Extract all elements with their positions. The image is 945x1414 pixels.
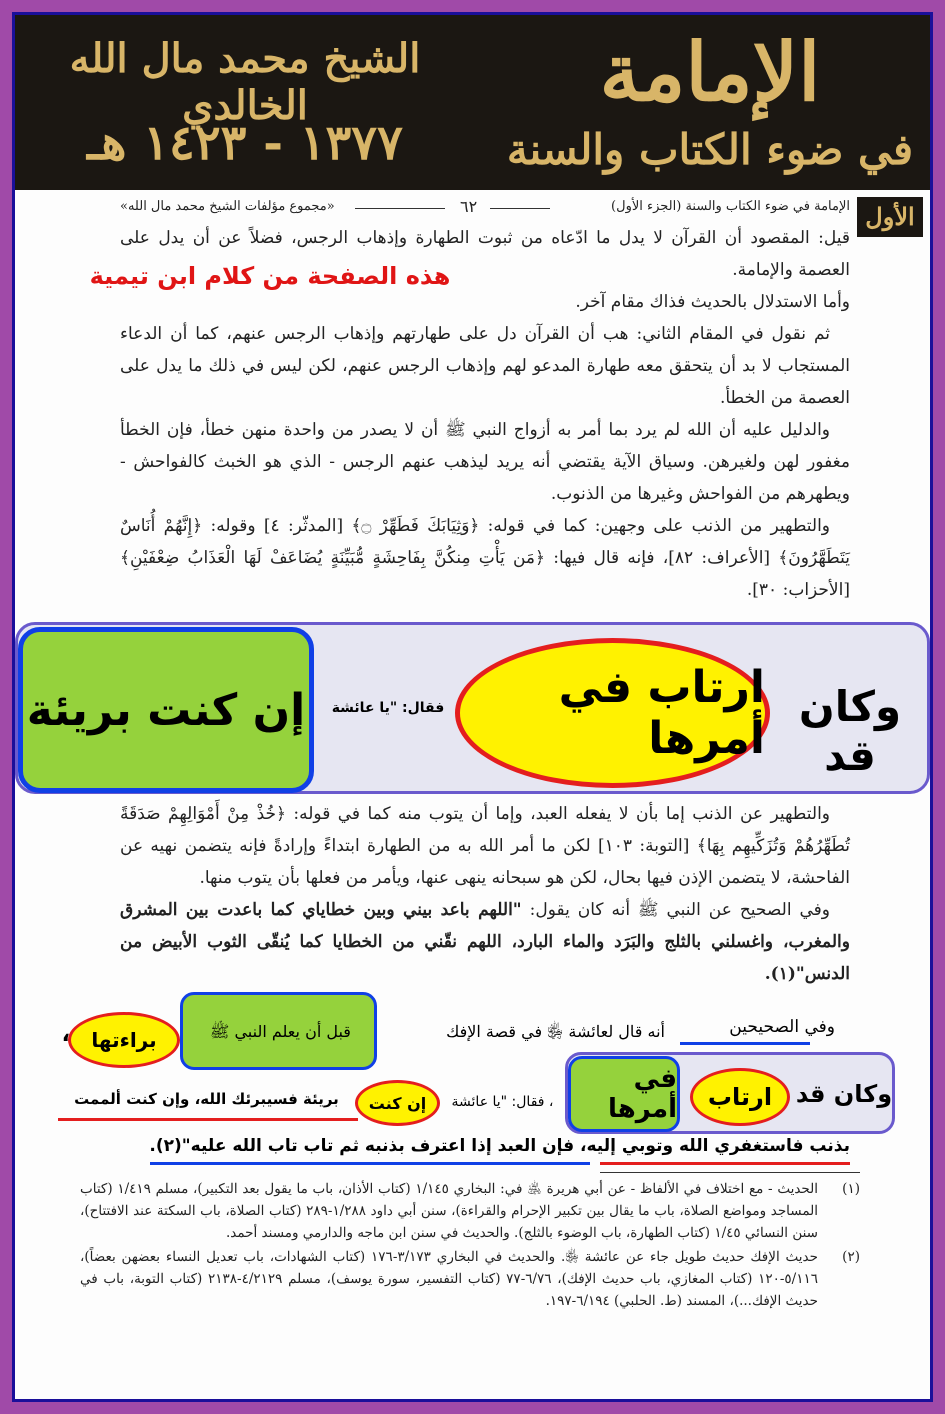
volume-tag: الأول xyxy=(857,197,923,237)
book-cover-banner xyxy=(15,15,930,190)
header-rule xyxy=(355,208,445,209)
underline-blue xyxy=(150,1162,590,1165)
footnote-rule xyxy=(600,1172,860,1173)
middle-text-block xyxy=(120,798,850,990)
red-annotation: هذه الصفحة من كلام ابن تيمية xyxy=(89,262,451,290)
book-title: الإمامة xyxy=(599,25,821,119)
underline-blue xyxy=(680,1042,810,1045)
highlight-green-box: إن كنت بريئة xyxy=(18,627,314,793)
highlight-right-text-2: وكان قد xyxy=(795,1080,893,1108)
highlight-small-text: فقال: "يا عائشة xyxy=(331,700,445,716)
comma: ، xyxy=(61,1022,70,1047)
footnote-text: حديث الإفك حديث طويل جاء عن عائشة ﵂. والحديث في البخاري ٣/١٧٣-١٧٦ (كتاب الشهادات، باب تعديل النساء بعضهن بعضاً)، ٥/١١٦-١٢٠ (كتاب المغازي، باب حديث الإفك)، ٦/٧٦-٧٧ (كتاب التفسير، سورة يوسف)، مسلم ٤/٢١٢٩-٢١٣٨ (كتاب التوبة، باب في حديث الإفك...)، المسند (ط. الحلبي) ٦/١٩٤-١٩٧. xyxy=(80,1249,818,1309)
author-years: ١٣٧٧ - ١٤٢٣ هـ xyxy=(87,115,403,171)
footnote-number: (٢) xyxy=(842,1249,860,1265)
second-strip-text: ، فقال: "يا عائشة xyxy=(451,1094,554,1110)
hadith-text: "اللهم باعد بيني وبين خطاياي كما باعدت بين المشرق والمغرب، واغسلني بالثلج والبَرَد والماء البارد، اللهم نقّني من الخطايا كما يُنقّى الثوب الأبيض من الدنس"(١). xyxy=(120,900,850,984)
footnote xyxy=(80,1178,860,1244)
paragraph: والدليل عليه أن الله لم يرد بما أمر به أزواج النبي ﷺ أن لا يصدر من واحدة منهن خطأ، فإن الخطأ مغفور لهن ولغيرهن. وسياق الآية يقتضي أنه يريد ليذهب عنهم الرجس - الذي هو الخبث كالفواحش - ويطهرهم من الفواحش وغيرها من الذنوب. xyxy=(120,420,850,504)
highlight-right-text: وكان قد xyxy=(798,682,902,780)
paragraph: والتطهير عن الذنب إما بأن لا يفعله العبد، وإما أن يتوب منه كما في قوله: ﴿خُذْ مِنْ أَمْوَالِهِمْ صَدَقَةً تُطَهِّرُهُمْ وَتُزَكِّيهِم بِهَا﴾ [التوبة: ١٠٣] لكن ما أمر الله به من الطهارة ابتداءً وإرادةً فإنه يتضمن نهيه عن الفاحشة، لا يتضمن الإذن فيها بحال، لكن هو سبحانه ينهى عنها، ويأمر من فعلها بأن يتوب منها. xyxy=(120,804,851,888)
running-header-collection: «مجموع مؤلفات الشيخ محمد مال الله» xyxy=(120,199,335,214)
footnote-number: (١) xyxy=(842,1181,860,1197)
paragraph: وأما الاستدلال بالحديث فذاك مقام آخر. xyxy=(575,292,850,312)
closing-line: بذنب فاستغفري الله وتوبي إليه، فإن العبد إذا اعترف بذنبه ثم تاب تاب الله عليه"(٢). xyxy=(149,1136,850,1156)
second-strip-after: بريئة فسيبرئك الله، وإن كنت ألممت xyxy=(74,1090,339,1108)
highlight-yellow-oval-small: براءتها xyxy=(68,1012,180,1068)
highlight-yellow-oval-mid: ارتاب xyxy=(690,1068,790,1126)
highlight-yellow-oval-small-2: إن كنت xyxy=(355,1080,440,1126)
underline-red xyxy=(58,1118,358,1121)
sahihayn-rest: أنه قال لعائشة ﵂ في قصة الإفك xyxy=(446,1022,665,1041)
highlight-green-text: قبل أن يعلم النبي ﷺ xyxy=(210,1022,351,1041)
sahihayn-lead: وفي الصحيحين xyxy=(729,1017,835,1037)
header-rule xyxy=(490,208,550,209)
highlight-yellow-oval: ارتاب في أمرها xyxy=(455,638,770,788)
footnote xyxy=(80,1246,860,1312)
paragraph: ثم نقول في المقام الثاني: هب أن القرآن دل على طهارتهم وإذهاب الرجس عنهم، كما أن الدعاء المستجاب لا بد أن يتحقق معه طهارة المدعو لهم وإذهاب الرجس عنهم، لكن ليس في ذلك ما يدل على العصمة من الخطأ. xyxy=(120,324,850,408)
highlight-green-box-mid: في أمرها xyxy=(568,1056,680,1132)
running-header xyxy=(120,197,850,219)
paragraph: قيل: المقصود أن القرآن لا يدل ما ادّعاه من ثبوت الطهارة وإذهاب الرجس، فضلاً عن أن يدل على العصمة والإمامة. xyxy=(120,228,850,280)
hadith-paragraph xyxy=(120,894,850,990)
running-header-title: الإمامة في ضوء الكتاب والسنة (الجزء الأول) xyxy=(611,199,850,214)
paragraph: والتطهير من الذنب على وجهين: كما في قوله: ﴿وَثِيَابَكَ فَطَهِّرْ ۝﴾ [المدثّر: ٤] وقوله: ﴿إِنَّهُمْ أُنَاسٌ يَتَطَهَّرُونَ﴾ [الأعراف: ٨٢]، فإنه قال فيها: ﴿مَن يَأْتِ مِنكُنَّ بِفَاحِشَةٍ مُّبَيِّنَةٍ يُضَاعَفْ لَهَا الْعَذَابُ ضِعْفَيْنِ﴾ [الأحزاب: ٣٠]. xyxy=(120,516,850,600)
footnote-text: الحديث - مع اختلاف في الألفاظ - عن أبي هريرة ﵁ في: البخاري ١/١٤٥ (كتاب الأذان، باب ما يقول بعد التكبير)، مسلم ١/٤١٩ (كتاب المساجد ومواضع الصلاة، باب ما يقال بين تكبير الإحرام والقراءة)، سنن أبي داود ١/٢٨٨-٢٨٩ (كتاب الصلاة، باب السكتة عند الافتتاح)، سنن النسائي ١/٤٥ (كتاب الطهارة، باب الوضوء بالثلج). والحديث في سنن ابن ماجه والدارمي ومسند أحمد. xyxy=(80,1181,819,1241)
underline-red xyxy=(600,1162,850,1165)
author-name: الشيخ محمد مال الله الخالدي xyxy=(69,35,421,129)
book-subtitle: في ضوء الكتاب والسنة xyxy=(506,125,914,174)
footnotes xyxy=(80,1178,860,1314)
page-number: ٦٢ xyxy=(460,197,478,216)
hadith-intro: وفي الصحيح عن النبي ﷺ أنه كان يقول: xyxy=(529,900,831,920)
